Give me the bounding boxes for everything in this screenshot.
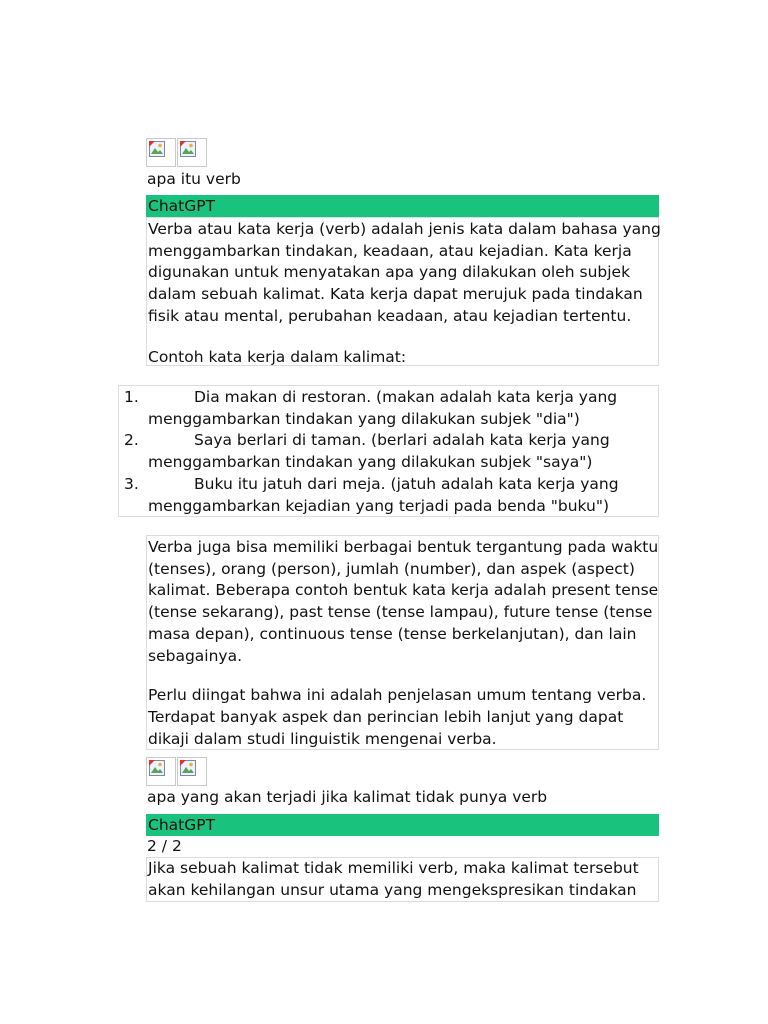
answer-line: kalimat. Beberapa contoh bentuk kata kerja adalah present tense [148, 581, 659, 599]
answer-line: masa depan), continuous tense (tense berkelanjutan), dan lain [148, 625, 637, 643]
answer-line: fisik atau mental, perubahan keadaan, atau kejadian tertentu. [148, 307, 632, 325]
answer-line: Contoh kata kerja dalam kalimat: [148, 348, 407, 366]
answer-line: sebagainya. [148, 647, 243, 665]
answer-line: akan kehilangan unsur utama yang mengekspresikan tindakan [148, 881, 637, 899]
answer-line: Verba juga bisa memiliki berbagai bentuk tergantung pada waktu [148, 538, 659, 556]
list-item-line: menggambarkan tindakan yang dilakukan subjek "saya") [148, 453, 593, 471]
list-item-line: menggambarkan kejadian yang terjadi pada benda "buku") [148, 497, 610, 515]
answer-line: (tenses), orang (person), jumlah (number), dan aspek (aspect) [148, 560, 635, 578]
broken-image-icon [146, 757, 176, 786]
answer-line: dikaji dalam studi linguistik mengenai verba. [148, 730, 497, 748]
response-pager[interactable]: 2 / 2 [147, 837, 182, 855]
broken-image-icon [177, 138, 207, 167]
list-number: 2. [124, 431, 139, 449]
user-prompt: apa yang akan terjadi jika kalimat tidak punya verb [147, 788, 548, 806]
list-number: 3. [124, 475, 139, 493]
answer-block [146, 535, 659, 750]
author-bar [146, 814, 659, 836]
answer-line: digunakan untuk menyatakan apa yang dilakukan oleh subjek [148, 263, 631, 281]
broken-image-icon [177, 757, 207, 786]
list-item-line: Dia makan di restoran. (makan adalah kata kerja yang [194, 388, 618, 406]
answer-line: Perlu diingat bahwa ini adalah penjelasan umum tentang verba. [148, 686, 647, 704]
example-list [118, 385, 659, 517]
answer-line: Terdapat banyak aspek dan perincian lebih lanjut yang dapat [148, 708, 624, 726]
answer-line: (tense sekarang), past tense (tense lampau), future tense (tense [148, 603, 653, 621]
broken-image-icon [146, 138, 176, 167]
answer-block [146, 857, 659, 902]
answer-line: menggambarkan tindakan, keadaan, atau kejadian. Kata kerja [148, 242, 632, 260]
answer-line: Jika sebuah kalimat tidak memiliki verb, maka kalimat tersebut [148, 859, 639, 877]
user-prompt: apa itu verb [147, 170, 241, 188]
author-label: ChatGPT [148, 816, 216, 834]
list-number: 1. [124, 388, 139, 406]
list-item-line: Saya berlari di taman. (berlari adalah kata kerja yang [194, 431, 610, 449]
author-label: ChatGPT [148, 197, 216, 215]
answer-block [146, 217, 659, 366]
answer-line: Verba atau kata kerja (verb) adalah jenis kata dalam bahasa yang [148, 220, 661, 238]
answer-line: dalam sebuah kalimat. Kata kerja dapat merujuk pada tindakan [148, 285, 643, 303]
author-bar [146, 195, 659, 217]
list-item-line: Buku itu jatuh dari meja. (jatuh adalah kata kerja yang [194, 475, 619, 493]
list-item-line: menggambarkan tindakan yang dilakukan subjek "dia") [148, 410, 580, 428]
